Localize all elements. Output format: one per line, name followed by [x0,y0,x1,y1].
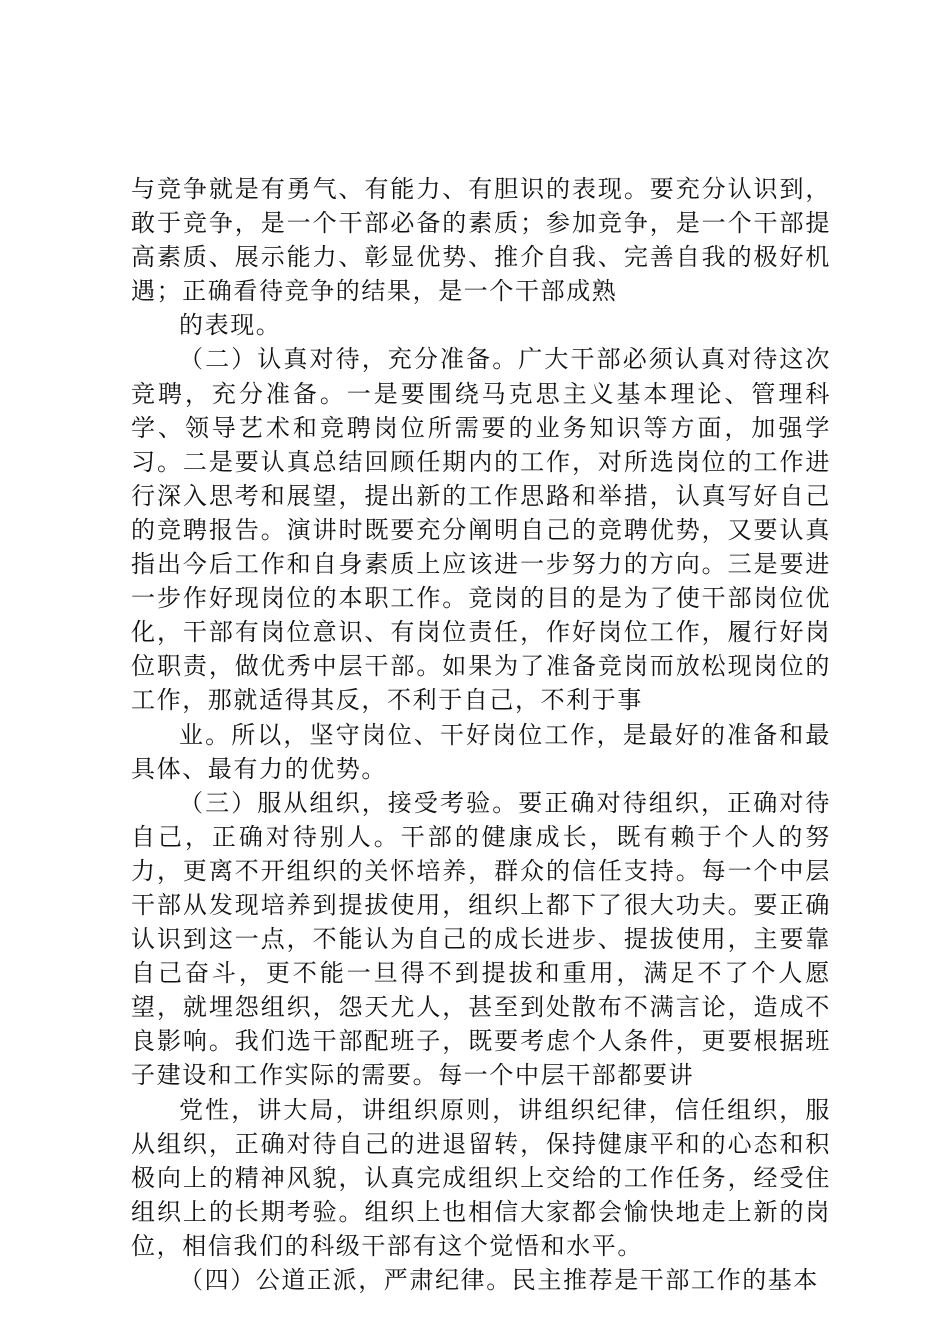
paragraph-3: （二）认真对待，充分准备。广大干部必须认真对待这次竞聘，充分准备。一是要围绕马克思主义基本理论、管理科学、领导艺术和竞聘岗位所需要的业务知识等方面，加强学习。二是要认真总结回顾任期内的工作，对所选岗位的工作进行深入思考和展望，提出新的工作思路和举措，认真写好自己的竞聘报告。演讲时既要充分阐明自己的竞聘优势，又要认真指出今后工作和自身素质上应该进一步努力的方向。三是要进一步作好现岗位的本职工作。竞岗的目的是为了使干部岗位优化，干部有岗位意识、有岗位责任，作好岗位工作，履行好岗位职责，做优秀中层干部。如果为了准备竞岗而放松现岗位的工作，那就适得其反，不利于自己，不利于事 [131,345,831,715]
paragraph-5: （三）服从组织，接受考验。要正确对待组织，正确对待自己，正确对待别人。干部的健康成长，既有赖于个人的努力，更离不开组织的关怀培养，群众的信任支持。每一个中层干部从发现培养到提拔使用，组织上都下了很大功夫。要正确认识到这一点，不能认为自己的成长进步、提拔使用，主要靠自己奋斗，更不能一旦得不到提拔和重用，满足不了个人愿望，就埋怨组织，怨天尤人，甚至到处散布不满言论，造成不良影响。我们选干部配班子，既要考虑个人条件，更要根据班子建设和工作实际的需要。每一个中层干部都要讲 [131,788,831,1090]
document-body [131,172,831,1297]
paragraph-4: 业。所以，坚守岗位、干好岗位工作，是最好的准备和最具体、最有力的优势。 [131,720,831,783]
paragraph-2: 的表现。 [179,311,282,340]
paragraph-1: 与竞争就是有勇气、有能力、有胆识的表现。要充分认识到，敢于竞争，是一个干部必备的素质；参加竞争，是一个干部提高素质、展示能力、彰显优势、推介自我、完善自我的极好机遇；正确看待竞争的结果，是一个干部成熟 [131,175,831,306]
paragraph-6: 党性，讲大局，讲组织原则，讲组织纪律，信任组织，服从组织，正确对待自己的进退留转，保持健康平和的心态和积极向上的精神风貌，认真完成组织上交给的工作任务，经受住组织上的长期考验。组织上也相信大家都会愉快地走上新的岗位，相信我们的科级干部有这个觉悟和水平。 [131,1095,831,1260]
paragraph-7: （四）公道正派，严肃纪律。民主推荐是干部工作的基本 [179,1266,819,1294]
